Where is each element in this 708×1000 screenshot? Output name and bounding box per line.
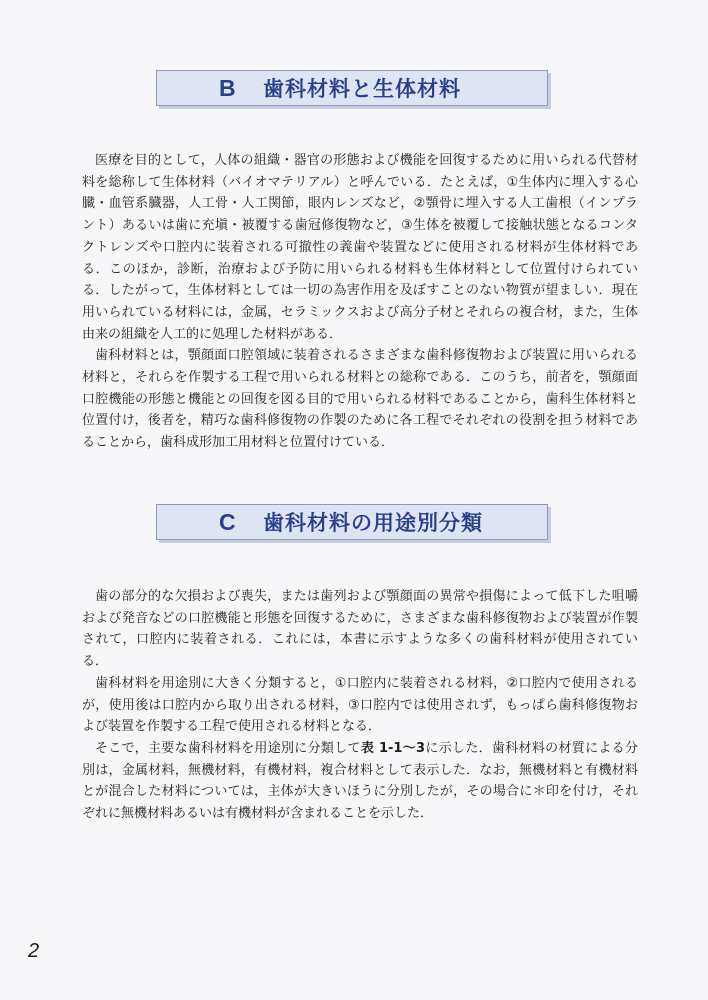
section-b-body: [82, 150, 638, 454]
paragraph-3-text-after: に示した．歯科材料の材質による分別は，金属材料，無機材料，有機材料，複合材料として表示した．なお，無機材料と有機材料とが混合した材料については，主体が大きいほうに分別したが，その場合に＊印を付け，それぞれに無機材料あるいは有機材料が含まれることを示した．: [82, 740, 638, 822]
section-c-paragraph-3: [82, 738, 638, 825]
section-b-paragraph-1: 医療を目的として，人体の組織・器官の形態および機能を回復するために用いられる代替材料を総称して生体材料（バイオマテリアル）と呼んでいる．たとえば，①生体内に埋入する心臓・血管系臓器，人工骨・人工関節，眼内レンズなど，②顎骨に埋入する人工歯根（インプラント）あるいは歯に充塡・被覆する歯冠修復物など，③生体を被覆して接触状態となるコンタクトレンズや口腔内に装着される可撤性の義歯や装置などに使用される材料が生体材料である．このほか，診断，治療および予防に用いられる材料も生体材料として位置付けられている．したがって，生体材料としては一切の為害作用を及ぼすことのない物質が望ましい．現在用いられている材料には，金属，セラミックスおよび高分子材とそれらの複合材，また，生体由来の組織を人工的に処理した材料がある．: [82, 153, 638, 342]
section-b-paragraph-2: 歯科材料とは，顎顔面口腔領域に装着されるさまざまな歯科修復物および装置に用いられる材料と，それらを作製する工程で用いられる材料との総称である．このうち，前者を，顎顔面口腔機能の形態と機能との回復を図る目的で用いられる材料であることから，歯科生体材料と位置付け，後者を，精巧な歯科修復物の作製のために各工程でそれぞれの役割を担う材料であることから，歯科成形加工用材料と位置付けている．: [82, 348, 638, 451]
section-b-letter: B: [219, 74, 236, 101]
section-b-title: 歯科材料と生体材料: [263, 77, 461, 101]
paragraph-3-text-before: そこで，主要な歯科材料を用途別に分類して: [95, 740, 361, 756]
section-c-paragraph-2: 歯科材料を用途別に大きく分類すると，①口腔内に装着される材料，②口腔内で使用されるが，使用後は口腔内から取り出される材料，③口腔内では使用されず，もっぱら歯科修復物および装置を作製する工程で使用される材料となる．: [82, 675, 638, 735]
section-c-letter: C: [219, 508, 236, 535]
table-reference: 表 1-1〜3: [360, 740, 426, 756]
section-c-header: [156, 504, 548, 540]
section-c-title: 歯科材料の用途別分類: [263, 511, 483, 535]
section-c-paragraph-1: 歯の部分的な欠損および喪失，または歯列および顎顔面の異常や損傷によって低下した咀嚼および発音などの口腔機能と形態を回復するために，さまざまな歯科修復物および装置が作製されて，口腔内に装着される．これには，本書に示すような多くの歯科材料が使用されている．: [82, 589, 638, 670]
section-c-body: [82, 586, 638, 825]
page-number: 2: [28, 940, 40, 962]
section-b-header: [156, 70, 548, 106]
